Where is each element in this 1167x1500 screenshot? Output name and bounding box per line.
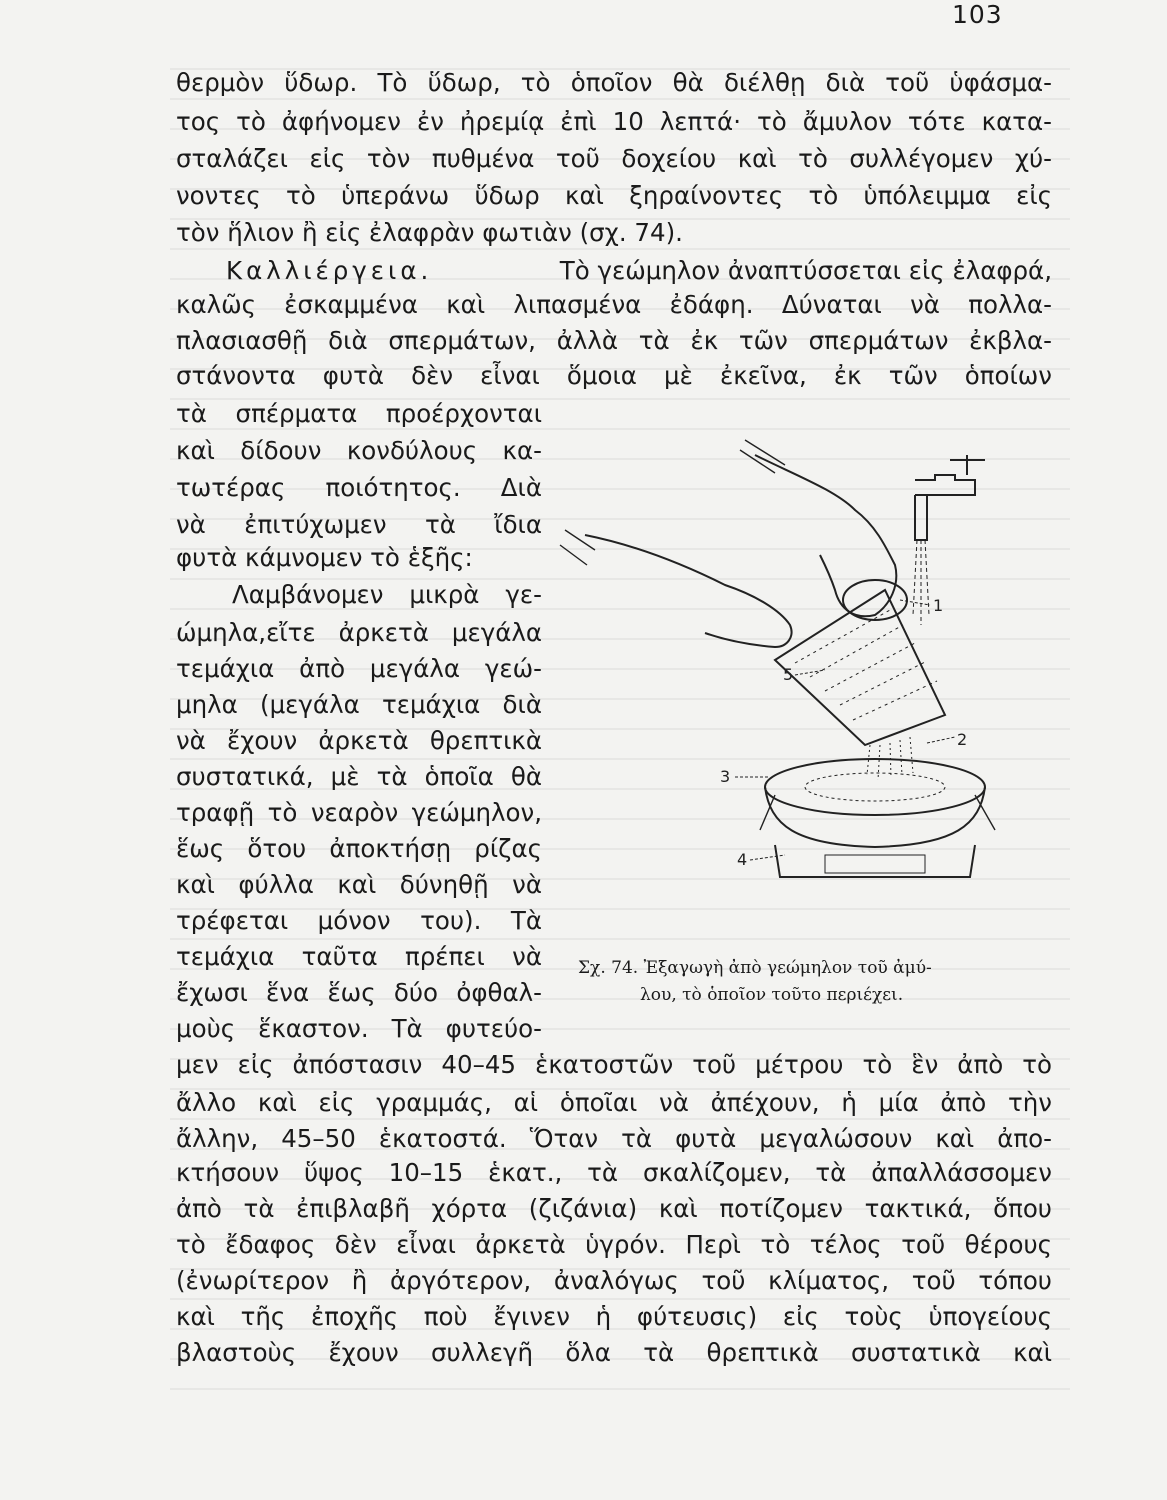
text-line: καλῶς ἐσκαμμένα καὶ λιπασμένα ἐδάφη. Δύναται νὰ πολλα- (176, 290, 1052, 319)
text-line: σταλάζει εἰς τὸν πυθμένα τοῦ δοχείου καὶ τὸ συλλέγομεν χύ- (176, 144, 1052, 173)
right-hand (755, 455, 896, 616)
figure-label-5: 5 (783, 665, 794, 684)
text-line: πλασιασθῇ διὰ σπερμάτων, ἀλλὰ τὰ ἐκ τῶν σπερμάτων ἐκβλα- (176, 326, 1052, 355)
text-line: μηλα (μεγάλα τεμάχια διὰ (176, 690, 542, 719)
text-line: τὸ ἔδαφος δὲν εἶναι ἀρκετὰ ὑγρόν. Περὶ τὸ τέλος τοῦ θέρους (176, 1230, 1052, 1259)
figure-caption-line-2: λου, τὸ ὁποῖον τοῦτο περιέχει. (640, 985, 904, 1005)
text-line: φυτὰ κάμνομεν τὸ ἑξῆς: (176, 543, 473, 572)
text-line: ἄλλην, 45–50 ἑκατοστά. Ὅταν τὰ φυτὰ μεγαλώσουν καὶ ἀπο- (176, 1124, 1052, 1153)
text-line: τος τὸ ἀφήνομεν ἐν ἠρεμίᾳ ἐπὶ 10 λεπτά· τὸ ἄμυλον τότε κατα- (176, 107, 1052, 136)
text-line: ἔχωσι ἕνα ἕως δύο ὀφθαλ- (176, 978, 542, 1007)
text-line: καὶ φύλλα καὶ δύνηθῇ νὰ (176, 870, 542, 899)
section-first-line-rest: Τὸ γεώμηλον ἀναπτύσσεται εἰς ἐλαφρά, (559, 256, 1052, 285)
figure-label-2: 2 (957, 730, 968, 749)
section-first-line (226, 256, 1052, 286)
text-line: κτήσουν ὕψος 10–15 ἑκατ., τὰ σκαλίζομεν, τὰ ἀπαλλάσσομεν (176, 1158, 1052, 1187)
text-line: ἕως ὅτου ἀποκτήσῃ ρίζας (176, 834, 542, 863)
text-line: τεμάχια ἀπὸ μεγάλα γεώ- (176, 654, 542, 683)
section-heading: Καλλιέργεια. (226, 256, 433, 285)
figure-74-illustration (555, 415, 1055, 885)
text-line: ἄλλο καὶ εἰς γραμμάς, αἱ ὁποῖαι νὰ ἀπέχουν, ἡ μία ἀπὸ τὴν (176, 1088, 1052, 1117)
text-line: νὰ ἐπιτύχωμεν τὰ ἴδια (176, 510, 542, 539)
figure-label-3: 3 (720, 767, 731, 786)
text-line: μεν εἰς ἀπόστασιν 40–45 ἑκατοστῶν τοῦ μέτρου τὸ ἓν ἀπὸ τὸ (176, 1050, 1052, 1079)
text-line: τρέφεται μόνον του). Τὰ (176, 906, 542, 935)
cloth (765, 787, 985, 847)
text-line: συστατικά, μὲ τὰ ὁποῖα θὰ (176, 762, 542, 791)
text-line: Λαμβάνομεν μικρὰ γε- (232, 580, 542, 609)
figure-caption-line-1: Σχ. 74. Ἐξαγωγὴ ἀπὸ γεώμηλον τοῦ ἀμύ- (578, 958, 932, 978)
text-line: τὰ σπέρματα προέρχονται (176, 399, 542, 428)
text-line: θερμὸν ὕδωρ. Τὸ ὕδωρ, τὸ ὁποῖον θὰ διέλθῃ διὰ τοῦ ὑφάσμα- (176, 68, 1052, 97)
text-line: μοὺς ἕκαστον. Τὰ φυτεύο- (176, 1014, 542, 1043)
grater (775, 590, 945, 745)
text-line: ἀπὸ τὰ ἐπιβλαβῆ χόρτα (ζιζάνια) καὶ ποτίζομεν τακτικά, ὅπου (176, 1194, 1052, 1223)
text-line: νὰ ἔχουν ἀρκετὰ θρεπτικὰ (176, 726, 542, 755)
page-number: 103 (952, 0, 1003, 29)
text-line: ώμηλα,εἴτε ἀρκετὰ μεγάλα (176, 618, 542, 647)
basin (775, 845, 975, 877)
left-hand (585, 535, 792, 647)
text-line: τὸν ἥλιον ἢ εἰς ἐλαφρὰν φωτιὰν (σχ. 74). (176, 218, 683, 247)
text-line: τωτέρας ποιότητος. Διὰ (176, 473, 542, 502)
text-line: τεμάχια ταῦτα πρέπει νὰ (176, 942, 542, 971)
faucet-body (915, 475, 975, 495)
text-line: βλαστοὺς ἔχουν συλλεγῆ ὅλα τὰ θρεπτικὰ συστατικὰ καὶ (176, 1338, 1052, 1367)
figure-label-4: 4 (737, 850, 748, 869)
bowl-rim (765, 759, 985, 815)
figure-label-1: 1 (933, 596, 944, 615)
text-line: καὶ δίδουν κονδύλους κα- (176, 436, 542, 465)
text-line: (ἐνωρίτερον ἢ ἀργότερον, ἀναλόγως τοῦ κλίματος, τοῦ τόπου (176, 1266, 1052, 1295)
text-line: τραφῇ τὸ νεαρὸν γεώμηλον, (176, 798, 542, 827)
faucet-handle (950, 455, 985, 475)
text-line: στάνοντα φυτὰ δὲν εἶναι ὅμοια μὲ ἐκεῖνα, ἐκ τῶν ὁποίων (176, 361, 1052, 390)
text-line: καὶ τῆς ἐποχῆς ποὺ ἔγινεν ἡ φύτευσις) εἰς τοὺς ὑπογείους (176, 1302, 1052, 1331)
text-line: νοντες τὸ ὑπεράνω ὕδωρ καὶ ξηραίνοντες τὸ ὑπόλειμμα εἰς (176, 181, 1052, 210)
